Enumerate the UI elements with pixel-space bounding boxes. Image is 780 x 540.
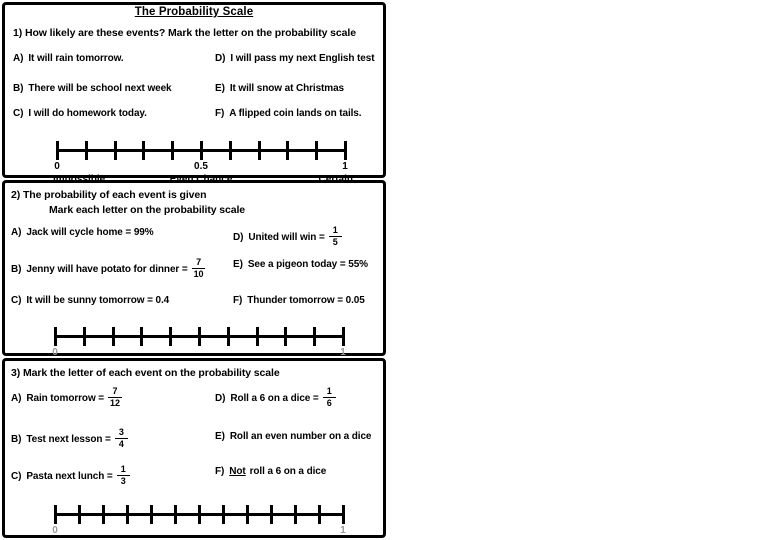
question-2-prompt (11, 189, 206, 201)
scale-tick[interactable] (54, 505, 57, 524)
scale-tick[interactable] (258, 141, 261, 160)
item-3b-fraction (115, 428, 128, 449)
question-3-number: 3) (11, 367, 21, 379)
item-2d-label: D) (233, 232, 244, 243)
item-1d-label: D) (215, 53, 226, 64)
item-1f (215, 108, 361, 119)
item-2e-text: See a pigeon today = 55% (247, 259, 368, 270)
item-2a-text: Jack will cycle home = 99% (26, 227, 154, 238)
item-2d-numerator: 1 (332, 225, 338, 235)
item-1f-text: A flipped coin lands on tails. (229, 108, 362, 119)
item-2b-label: B) (11, 264, 22, 275)
item-3a-label: A) (11, 393, 22, 404)
scale-tick[interactable] (54, 327, 57, 346)
item-1e (215, 83, 344, 94)
scale-tick[interactable] (78, 505, 81, 524)
item-3d-label: D) (215, 393, 226, 404)
scale-tick[interactable] (246, 505, 249, 524)
item-1a (13, 53, 124, 64)
scale-tick[interactable] (227, 327, 230, 346)
question-panel-1 (2, 2, 386, 178)
scale-tick[interactable] (102, 505, 105, 524)
probability-scale-2[interactable] (52, 335, 346, 358)
scale-label-1: 1 (340, 525, 346, 536)
scale-tick[interactable] (270, 505, 273, 524)
item-3c-label: C) (11, 471, 22, 482)
item-3b-numerator: 3 (118, 427, 124, 437)
scale-tick[interactable] (342, 327, 345, 346)
scale-label-1: 1 (340, 347, 346, 358)
item-3b-text: Test next lesson = (26, 434, 111, 445)
scale-tick[interactable] (174, 505, 177, 524)
item-3d (215, 388, 336, 409)
item-3a (11, 388, 122, 409)
item-1e-text: It will snow at Christmas (229, 83, 345, 94)
item-1c-label: C) (13, 108, 24, 119)
scale-tick[interactable] (198, 505, 201, 524)
item-1f-label: F) (215, 108, 225, 119)
item-2b-denominator: 10 (193, 269, 204, 279)
question-panel-2 (2, 180, 386, 356)
item-3c (11, 466, 130, 487)
probability-scale-1[interactable] (54, 149, 348, 172)
question-2-prompt-text: The probability of each event is given (22, 189, 207, 201)
item-1b-text: There will be school next week (28, 83, 172, 94)
scale-tick[interactable] (83, 327, 86, 346)
item-3e (215, 431, 371, 442)
scale-tick[interactable] (114, 141, 117, 160)
item-2d (233, 227, 342, 248)
item-1a-label: A) (13, 53, 24, 64)
item-2b-text: Jenny will have potato for dinner = (26, 264, 188, 275)
item-3a-numerator: 7 (112, 386, 118, 396)
item-3a-denominator: 12 (110, 398, 120, 408)
scale-tick[interactable] (318, 505, 321, 524)
item-1d-text: I will pass my next English test (230, 53, 375, 64)
item-1b-label: B) (13, 83, 24, 94)
item-3a-fraction (108, 387, 122, 408)
item-1c (13, 108, 147, 119)
scale-tick[interactable] (229, 141, 232, 160)
item-3e-text: Roll an even number on a dice (229, 431, 372, 442)
scale-label-0: 0 (52, 525, 58, 536)
item-2c-text: It will be sunny tomorrow = 0.4 (26, 295, 170, 306)
item-2f (233, 295, 365, 306)
item-1d (215, 53, 374, 64)
scale-tick[interactable] (142, 141, 145, 160)
item-2e (233, 259, 368, 270)
item-2c (11, 295, 169, 306)
item-1b (13, 83, 172, 94)
item-3a-text: Rain tomorrow = (26, 393, 105, 404)
item-2f-label: F) (233, 295, 243, 306)
item-2a (11, 227, 154, 238)
item-2d-text: United will win = (248, 232, 325, 243)
item-3b-label: B) (11, 434, 22, 445)
page-title: The Probability Scale (134, 6, 254, 18)
scale-tick[interactable] (150, 505, 153, 524)
item-3d-numerator: 1 (326, 386, 332, 396)
item-2d-denominator: 5 (332, 237, 338, 247)
scale-tick[interactable] (294, 505, 297, 524)
question-3-prompt (11, 367, 280, 379)
item-3f (215, 466, 326, 477)
scale-tick[interactable] (284, 327, 287, 346)
item-2b-numerator: 7 (196, 257, 201, 267)
item-2b-fraction (192, 258, 206, 279)
scale-tick[interactable] (313, 327, 316, 346)
item-1a-text: It will rain tomorrow. (28, 53, 124, 64)
item-1c-text: I will do homework today. (28, 108, 147, 119)
item-2b (11, 259, 205, 280)
scale-tick[interactable] (126, 505, 129, 524)
scale-label-0.5: 0.5 (194, 161, 208, 172)
item-3e-label: E) (215, 431, 225, 442)
scale-tick[interactable] (315, 141, 318, 160)
scale-tick[interactable] (85, 141, 88, 160)
item-3f-emphasis: Not (229, 466, 246, 477)
scale-tick[interactable] (169, 327, 172, 346)
item-2f-text: Thunder tomorrow = 0.05 (247, 295, 365, 306)
scale-tick[interactable] (200, 141, 203, 160)
item-3d-text: Roll a 6 on a dice = (230, 393, 319, 404)
item-2d-fraction (329, 226, 342, 247)
item-3c-text: Pasta next lunch = (26, 471, 113, 482)
scale-tick[interactable] (56, 141, 59, 160)
scale-tick[interactable] (342, 505, 345, 524)
item-3b (11, 429, 128, 450)
question-panel-3 (2, 358, 386, 538)
probability-scale-3[interactable] (52, 513, 346, 536)
scale-label-0: 0 (54, 161, 60, 172)
item-2c-label: C) (11, 295, 22, 306)
question-1-prompt-text: How likely are these events? Mark the letter on the probability scale (24, 27, 356, 39)
scale-tick[interactable] (286, 141, 289, 160)
question-1-prompt (13, 27, 356, 39)
item-3d-denominator: 6 (326, 398, 332, 408)
scale-label-0: 0 (52, 347, 58, 358)
scale-tick[interactable] (344, 141, 347, 160)
scale-label-1: 1 (342, 161, 348, 172)
item-3f-text: roll a 6 on a dice (249, 466, 327, 477)
item-3f-label: F) (215, 466, 225, 477)
item-3c-denominator: 3 (120, 476, 126, 486)
scale-tick[interactable] (112, 327, 115, 346)
scale-tick[interactable] (171, 141, 174, 160)
item-3c-numerator: 1 (120, 464, 126, 474)
question-1-number: 1) (13, 27, 23, 39)
question-3-prompt-text: Mark the letter of each event on the probability scale (22, 367, 280, 379)
item-3d-fraction (323, 387, 336, 408)
scale-tick[interactable] (256, 327, 259, 346)
question-2-prompt-line2: Mark each letter on the probability scale (49, 204, 246, 216)
scale-tick[interactable] (222, 505, 225, 524)
item-3b-denominator: 4 (118, 439, 124, 449)
item-1e-label: E) (215, 83, 225, 94)
question-2-number: 2) (11, 189, 21, 201)
item-3c-fraction (117, 465, 130, 486)
item-2e-label: E) (233, 259, 243, 270)
scale-tick[interactable] (140, 327, 143, 346)
item-2a-label: A) (11, 227, 22, 238)
scale-tick[interactable] (198, 327, 201, 346)
